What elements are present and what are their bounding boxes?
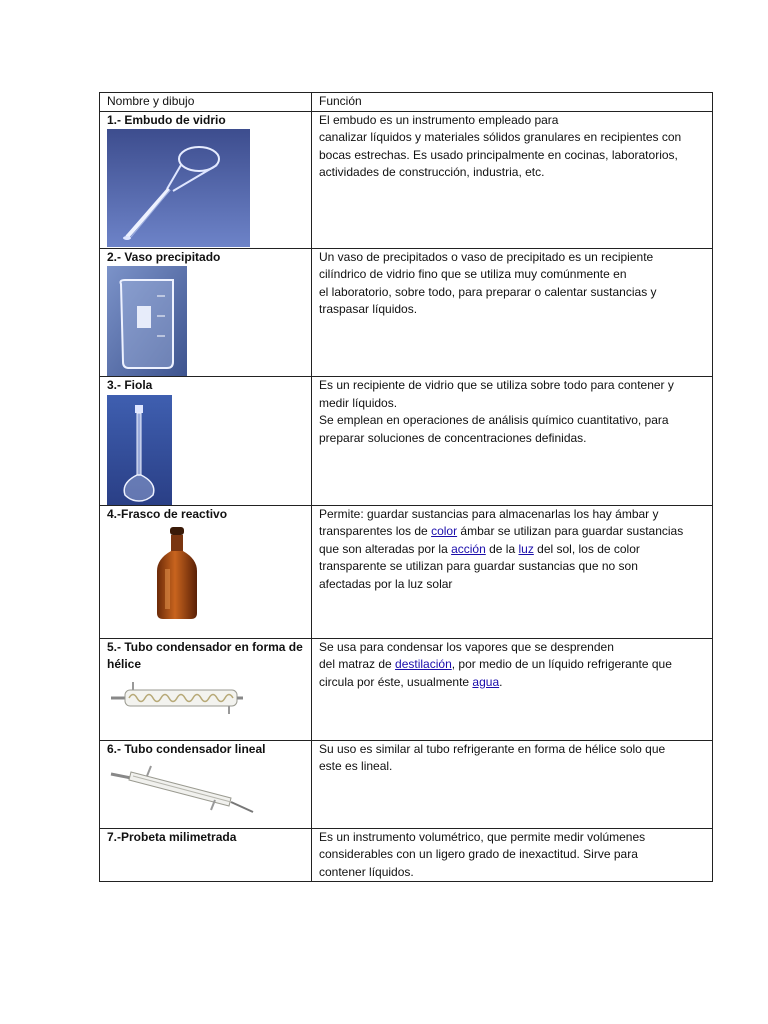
- function-line: afectadas por la luz solar: [319, 576, 453, 591]
- name-cell: [100, 638, 312, 740]
- function-line: el laboratorio, sobre todo, para preparar o calentar sustancias y: [319, 284, 657, 299]
- name-cell: [100, 740, 312, 828]
- instrument-name: 5.- Tubo condensador en forma de hélice: [107, 639, 303, 671]
- link-luz[interactable]: luz: [518, 541, 534, 556]
- name-cell: [100, 248, 312, 377]
- beaker-picture: [107, 266, 187, 376]
- header-name: Nombre y dibujo: [100, 93, 312, 112]
- link-accion[interactable]: acción: [451, 541, 486, 556]
- function-line: El embudo es un instrumento empleado para: [319, 112, 559, 127]
- table-row: [100, 828, 713, 882]
- function-cell: [312, 377, 713, 506]
- function-line: Permite: guardar sustancias para almacenarlas los hay ámbar y: [319, 506, 659, 521]
- function-cell: [312, 248, 713, 377]
- table-header-row: [100, 93, 713, 112]
- glass-funnel-picture: [107, 129, 250, 247]
- instrument-name: 1.- Embudo de vidrio: [107, 112, 226, 127]
- reagent-bottle-picture: [107, 525, 307, 625]
- link-destilacion[interactable]: destilación: [395, 657, 452, 671]
- function-line: cilíndrico de vidrio fino que se utiliza muy comúnmente en: [319, 267, 627, 281]
- function-line: circula por éste, usualmente agua.: [319, 674, 503, 689]
- function-line: transparente se utilizan para guardar sustancias que no son: [319, 559, 638, 573]
- function-line: Se usa para condensar los vapores que se desprenden: [319, 639, 614, 654]
- function-cell: [312, 111, 713, 248]
- function-line: considerables con un ligero grado de inexactitud. Sirve para: [319, 847, 638, 861]
- instrument-name: 2.- Vaso precipitado: [107, 249, 221, 264]
- table-row: [100, 111, 713, 248]
- instrument-name: 7.-Probeta milimetrada: [107, 829, 237, 844]
- instrument-name: 6.- Tubo condensador lineal: [107, 741, 266, 756]
- function-line: actividades de construcción, industria, etc.: [319, 165, 545, 179]
- coil-condenser-picture: [107, 676, 307, 724]
- function-cell: [312, 828, 713, 882]
- function-line: medir líquidos.: [319, 395, 398, 410]
- function-line: transparentes los de color ámbar se utilizan para guardar sustancias: [319, 524, 684, 538]
- function-cell: [312, 638, 713, 740]
- function-line: bocas estrechas. Es usado principalmente en cocinas, laboratorios,: [319, 147, 678, 162]
- function-line: Es un instrumento volumétrico, que permite medir volúmenes: [319, 829, 646, 844]
- function-line: canalizar líquidos y materiales sólidos granulares en recipientes con: [319, 130, 682, 144]
- function-line: que son alteradas por la acción de la luz del sol, los de color: [319, 541, 640, 556]
- table-row: [100, 638, 713, 740]
- instrument-name: 4.-Frasco de reactivo: [107, 506, 228, 521]
- table-row: [100, 505, 713, 638]
- name-cell: [100, 111, 312, 248]
- name-cell: [100, 377, 312, 506]
- header-function: Función: [312, 93, 713, 112]
- function-cell: [312, 505, 713, 638]
- function-line: Es un recipiente de vidrio que se utiliza sobre todo para contener y: [319, 378, 674, 392]
- function-line: Se emplean en operaciones de análisis químico cuantitativo, para: [319, 413, 669, 427]
- function-line: traspasar líquidos.: [319, 302, 418, 316]
- function-cell: [312, 740, 713, 828]
- function-line: del matraz de destilación, por medio de un líquido refrigerante que: [319, 657, 672, 671]
- volumetric-flask-picture: [107, 395, 172, 505]
- function-line: Un vaso de precipitados o vaso de precipitado es un recipiente: [319, 249, 654, 264]
- function-line: preparar soluciones de concentraciones definidas.: [319, 430, 587, 445]
- function-line: contener líquidos.: [319, 864, 414, 879]
- function-line: Su uso es similar al tubo refrigerante en forma de hélice solo que: [319, 741, 666, 756]
- straight-condenser-picture: [107, 760, 307, 820]
- instruments-table: [99, 92, 713, 882]
- table-row: [100, 248, 713, 377]
- name-cell: [100, 828, 312, 882]
- table-row: [100, 377, 713, 506]
- name-cell: [100, 505, 312, 638]
- link-color[interactable]: color: [431, 524, 458, 538]
- link-agua[interactable]: agua: [472, 674, 500, 689]
- function-line: este es lineal.: [319, 759, 393, 773]
- instrument-name: 3.- Fiola: [107, 378, 153, 392]
- table-row: [100, 740, 713, 828]
